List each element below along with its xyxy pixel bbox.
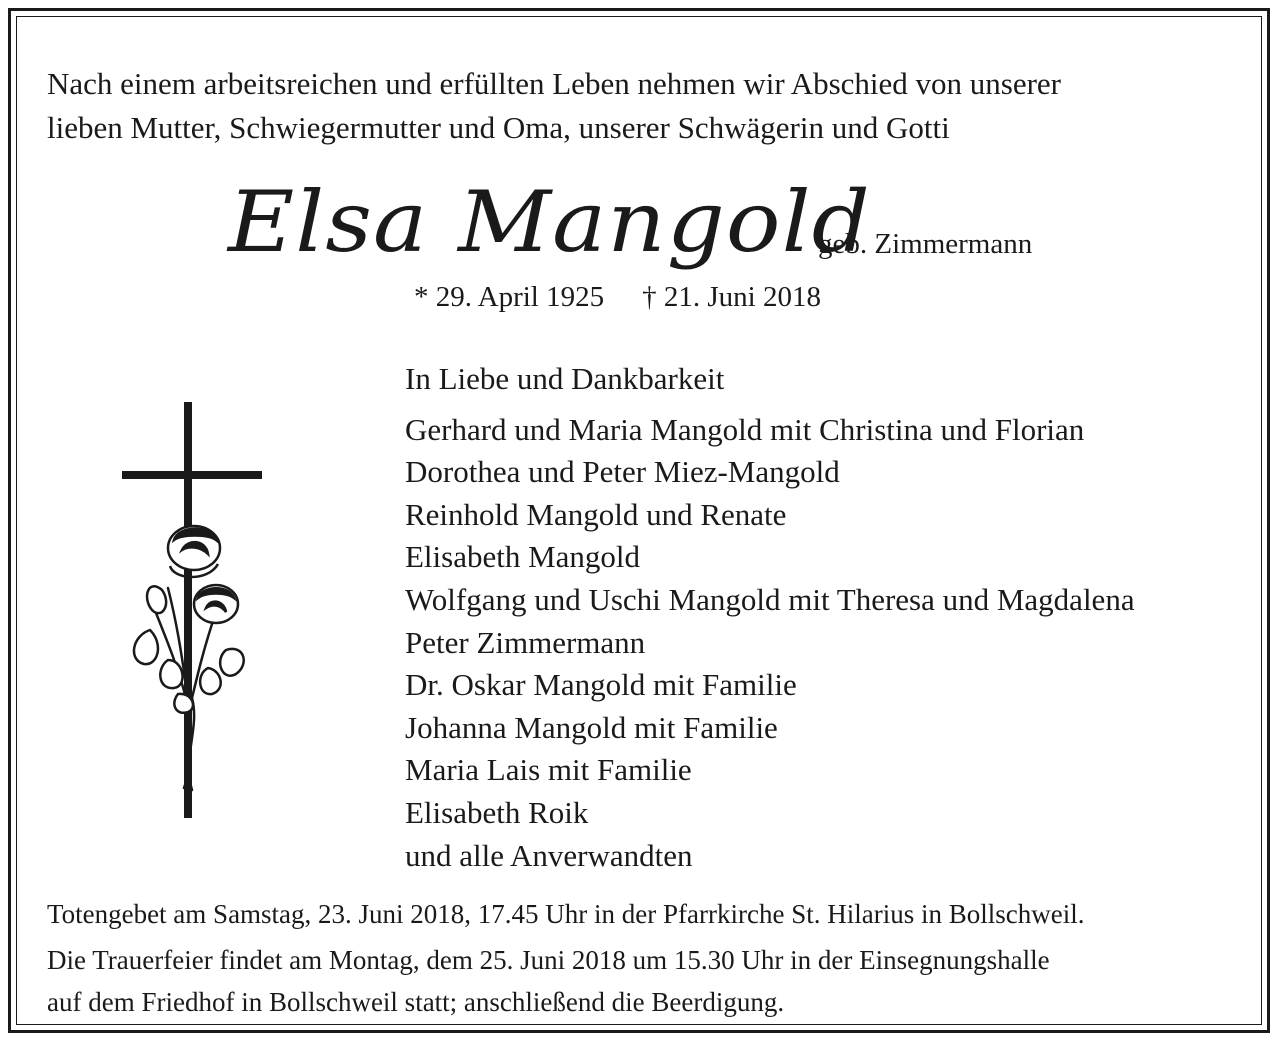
- mourner-entry: Johanna Mangold mit Familie: [405, 709, 778, 745]
- mourners-list: [405, 358, 1135, 877]
- maiden-name: geb. Zimmermann: [818, 228, 1033, 260]
- death-date: † 21. Juni 2018: [642, 281, 821, 313]
- mourner-entry: Dorothea und Peter Miez-Mangold: [405, 454, 840, 490]
- intro-text: [47, 62, 1233, 150]
- mourner-entry: Wolfgang und Uschi Mangold mit Theresa und Magdalena: [405, 581, 1135, 617]
- life-dates: [414, 280, 821, 314]
- mourner-entry: Peter Zimmermann: [405, 624, 646, 660]
- mourner-entry: Elisabeth Mangold: [405, 539, 641, 575]
- birth-date: * 29. April 1925: [414, 281, 605, 313]
- deceased-name: Elsa Mangold: [228, 173, 871, 271]
- mourner-entry: Dr. Oskar Mangold mit Familie: [405, 667, 797, 703]
- service-notes: [47, 893, 1233, 1023]
- intro-line-1: Nach einem arbeitsreichen und erfüllten Leben nehmen wir Abschied von unserer: [47, 66, 1062, 101]
- prayer-note: Totengebet am Samstag, 23. Juni 2018, 17.45 Uhr in der Pfarrkirche St. Hilarius in Bollschweil.: [47, 899, 1085, 929]
- mourner-entry: Maria Lais mit Familie: [405, 752, 692, 788]
- intro-line-2: lieben Mutter, Schwiegermutter und Oma, unserer Schwägerin und Gotti: [47, 110, 950, 145]
- mourner-entry: und alle Anverwandten: [405, 837, 693, 873]
- cross-with-roses-icon: [118, 398, 268, 822]
- mourners-heading: In Liebe und Dankbarkeit: [405, 361, 725, 396]
- name-block: [0, 172, 1280, 282]
- mourner-entry: Elisabeth Roik: [405, 794, 589, 830]
- service-note-line-2: auf dem Friedhof in Bollschweil statt; anschließend die Beerdigung.: [47, 987, 785, 1017]
- mourner-entry: Reinhold Mangold und Renate: [405, 496, 787, 532]
- service-note-line-1: Die Trauerfeier findet am Montag, dem 25. Juni 2018 um 15.30 Uhr in der Einsegnungshalle: [47, 945, 1050, 975]
- mourner-entry: Gerhard und Maria Mangold mit Christina und Florian: [405, 411, 1085, 447]
